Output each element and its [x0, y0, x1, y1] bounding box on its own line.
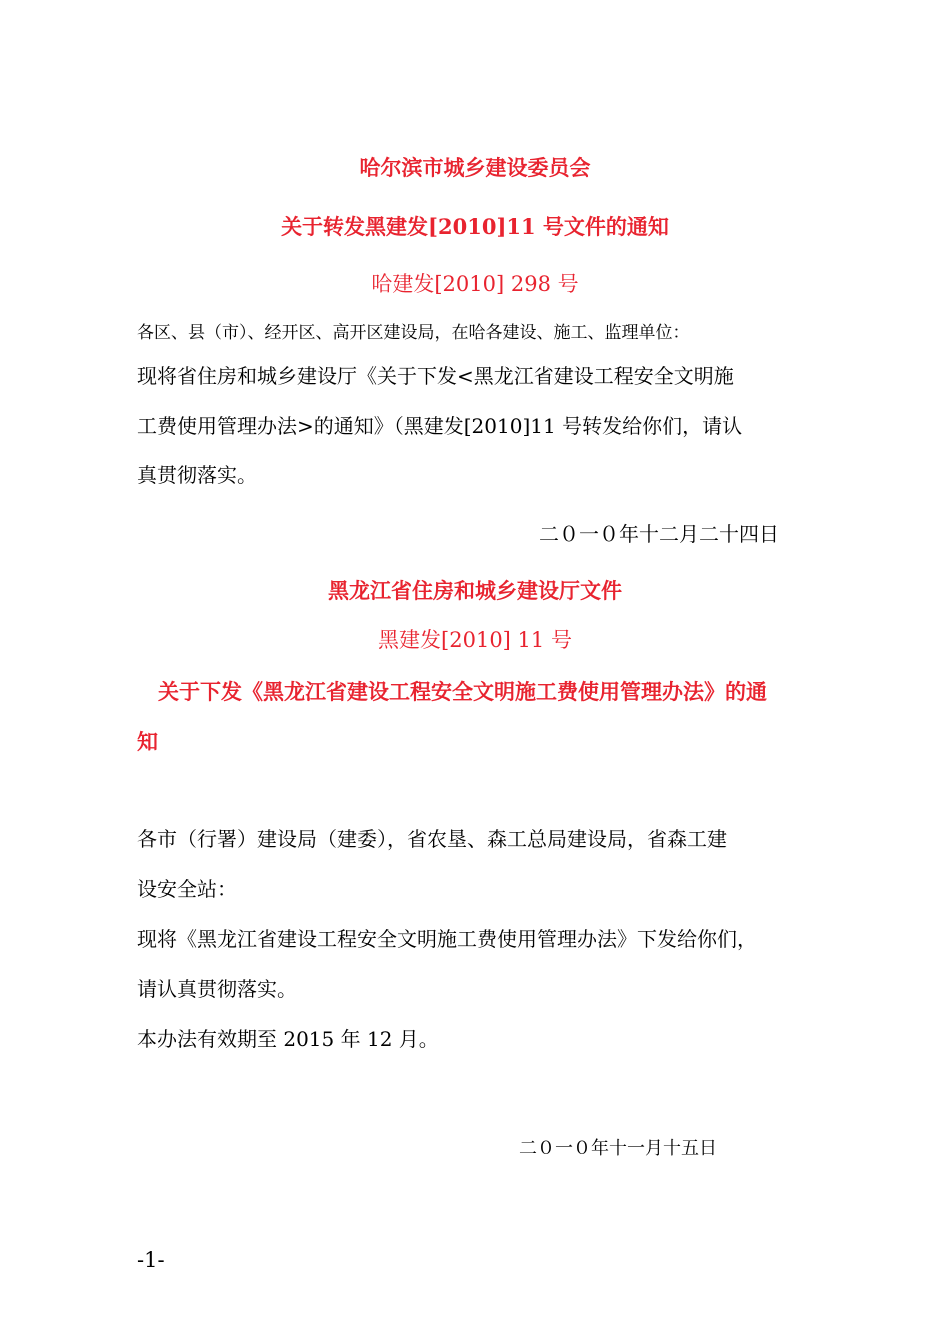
date-1: 二０一０年十二月二十四日 — [539, 522, 779, 546]
doc-number-2: 黑建发[2010] 11 号 — [378, 628, 572, 652]
body-line-3: 真贯彻落实。 — [137, 463, 257, 487]
recipients-2-line-1: 各市（行署）建设局（建委），省农垦、森工总局建设局，省森工建 — [137, 827, 727, 851]
title-2-line-2: 知 — [137, 729, 158, 754]
recipients-2-line-2: 设安全站： — [137, 877, 237, 901]
body-line-2: 工费使用管理办法>的通知》（黑建发[2010]11 号转发给你们，请认 — [137, 414, 743, 438]
date-2: 二０一０年十一月十五日 — [519, 1138, 717, 1159]
body-line-1: 现将省住房和城乡建设厅《关于下发<黑龙江省建设工程安全文明施 — [137, 364, 734, 388]
recipients: 各区、县（市）、经开区、高开区建设局，在哈各建设、施工、监理单位： — [137, 323, 690, 343]
title-line-1: 哈尔滨市城乡建设委员会 — [359, 155, 591, 180]
header-2: 黑龙江省住房和城乡建设厅文件 — [328, 578, 622, 603]
page-number: -1- — [137, 1248, 165, 1272]
body-2-line-2: 请认真贯彻落实。 — [137, 977, 297, 1001]
title-line-2: 关于转发黑建发[2010]11 号文件的通知 — [281, 214, 669, 239]
doc-number: 哈建发[2010] 298 号 — [371, 272, 579, 296]
body-2-line-1: 现将《黑龙江省建设工程安全文明施工费使用管理办法》下发给你们， — [137, 927, 757, 951]
body-2-line-3: 本办法有效期至 2015 年 12 月。 — [137, 1027, 439, 1051]
title-2-line-1: 关于下发《黑龙江省建设工程安全文明施工费使用管理办法》的通 — [158, 679, 767, 704]
